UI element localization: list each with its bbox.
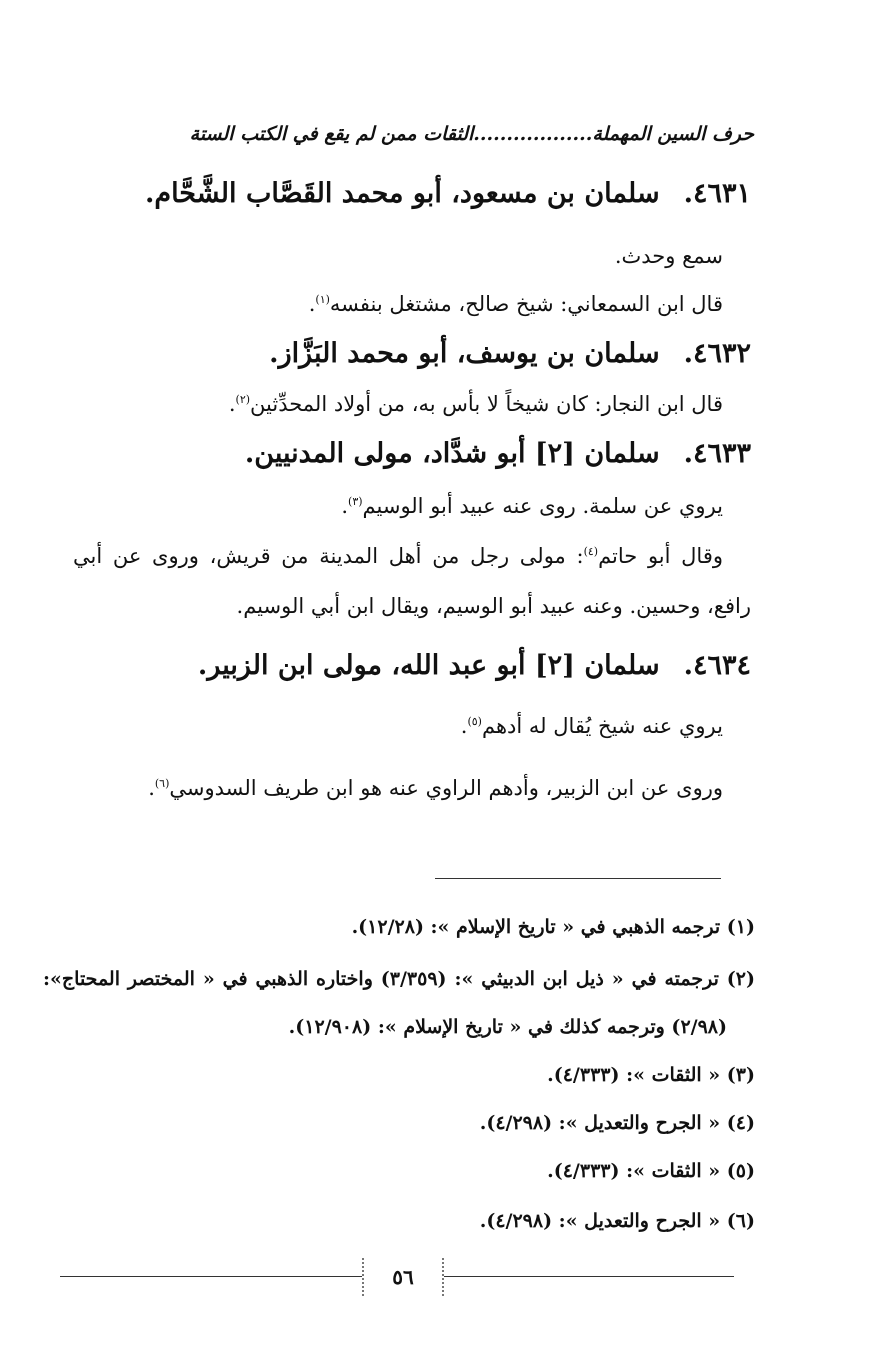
line-text: يروي عنه شيخ يُقال له أدهم	[481, 714, 723, 738]
line-punct: .	[228, 392, 236, 416]
footnote-5: (٥) « الثقات »: (٤/٣٣٣).	[547, 1160, 755, 1182]
footnote-2: (٢) ترجمته في « ذيل ابن الدبيثي »: (٣/٣٥٩) واختاره الذهبي في « المختصر المحتاج»:	[43, 968, 755, 990]
entry-title-4633	[245, 434, 751, 474]
entry-title-4631	[145, 174, 751, 214]
entry-text-line	[615, 238, 723, 274]
line-text: سمع وحدث.	[614, 244, 723, 268]
line-text: رافع، وحسين. وعنه عبيد أبو الوسيم، ويقال ابن أبي الوسيم.	[236, 594, 751, 618]
entry-text-line	[309, 286, 723, 322]
running-header: حرف السين المهملة..................الثقات ممن لم يقع في الكتب الستة	[189, 123, 754, 145]
line-text: قال ابن النجار: كان شيخاً لا بأس به، من أولاد المحدِّثين	[250, 392, 723, 416]
line-punct: .	[308, 292, 316, 316]
entry-text-line	[461, 708, 723, 744]
entry-text-line	[237, 588, 751, 624]
footnote-ref: (٦)	[154, 777, 170, 790]
entry-number: ٤٦٣١.	[683, 178, 751, 209]
page-number: ٥٦	[392, 1265, 414, 1289]
line-punct: .	[148, 776, 155, 800]
entry-name: سلمان بن يوسف، أبو محمد البَزَّاز.	[269, 338, 660, 369]
entry-name: سلمان [٢] أبو عبد الله، مولى ابن الزبير.	[197, 650, 660, 681]
entry-title-4632	[269, 334, 751, 374]
footnote-ref: (٤)	[583, 545, 599, 558]
footnote-4: (٤) « الجرح والتعديل »: (٤/٢٩٨).	[479, 1112, 755, 1134]
entry-name: سلمان بن مسعود، أبو محمد القَصَّاب الشَّحَّام.	[144, 178, 660, 209]
entry-text-line	[148, 770, 723, 806]
footnote-ref: (١)	[315, 293, 330, 306]
line-text: : مولى رجل من أهل المدينة من قريش، وروى عن أبي	[73, 544, 584, 568]
entry-text-line	[341, 488, 723, 524]
footnote-3: (٣) « الثقات »: (٤/٣٣٣).	[547, 1064, 755, 1086]
entry-text-line	[73, 538, 723, 574]
footnote-ref: (٥)	[467, 715, 482, 728]
entry-title-4634	[198, 646, 751, 686]
footnote-1: (١) ترجمه الذهبي في « تاريخ الإسلام »: (١٢/٢٨).	[351, 916, 755, 938]
entry-text-line	[229, 386, 723, 422]
line-text: يروي عن سلمة. روى عنه عبيد أبو الوسيم	[362, 494, 723, 518]
line-punct: .	[341, 494, 349, 518]
entry-number: ٤٦٣٣.	[683, 438, 751, 469]
line-text: وقال أبو حاتم	[598, 544, 723, 568]
entry-number: ٤٦٣٤.	[683, 650, 751, 681]
footnote-separator	[435, 878, 721, 879]
footnote-2-continued: (٢/٩٨) وترجمه كذلك في « تاريخ الإسلام »: (١٢/٩٠٨).	[288, 1016, 727, 1038]
line-text: قال ابن السمعاني: شيخ صالح، مشتغل بنفسه	[329, 292, 723, 316]
page-number-rule-right	[444, 1276, 734, 1277]
entry-name: سلمان [٢] أبو شدَّاد، مولى المدنيين.	[244, 438, 660, 469]
line-text: وروى عن ابن الزبير، وأدهم الراوي عنه هو ابن طريف السدوسي	[169, 776, 723, 800]
footnote-6: (٦) « الجرح والتعديل »: (٤/٢٩٨).	[479, 1210, 755, 1232]
footnote-ref: (٣)	[348, 495, 363, 508]
entry-number: ٤٦٣٢.	[683, 338, 751, 369]
page-number-rule-left	[60, 1276, 362, 1277]
footnote-ref: (٢)	[235, 393, 251, 406]
line-punct: .	[460, 714, 468, 738]
